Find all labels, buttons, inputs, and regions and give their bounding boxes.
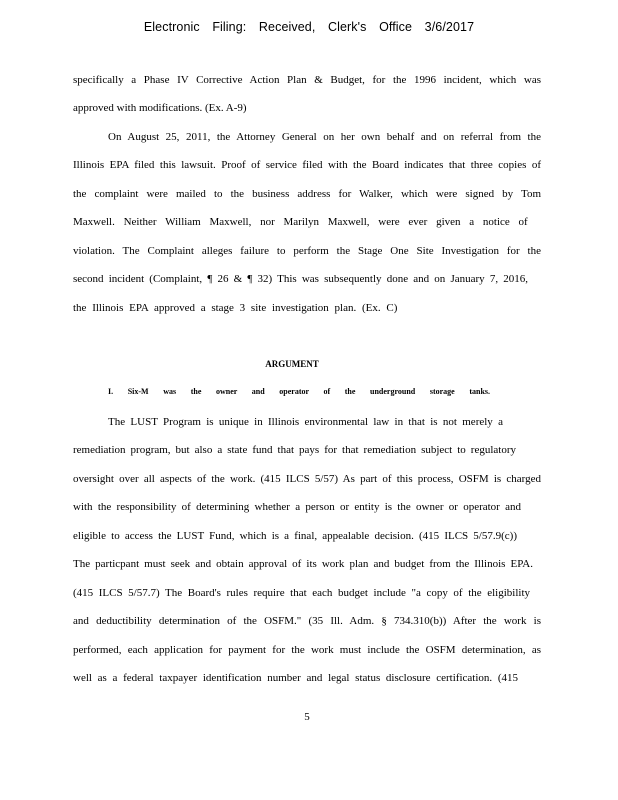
body-line: and deductibility determination of the OSFM." (35 Ill. Adm. § 734.310(b)) After the work is: [73, 615, 541, 627]
body-line: the complaint were mailed to the business address for Walker, which were signed by Tom: [73, 188, 541, 200]
body-line: (415 ILCS 5/57.7) The Board's rules require that each budget include "a copy of the eligibility: [73, 587, 530, 599]
body-line: remediation program, but also a state fund that pays for that remediation subject to regulatory: [73, 444, 516, 456]
body-line: specifically a Phase IV Corrective Action Plan & Budget, for the 1996 incident, which was: [73, 74, 541, 86]
body-line: violation. The Complaint alleges failure to perform the Stage One Site Investigation for the: [73, 245, 541, 257]
body-line: Illinois EPA filed this lawsuit. Proof of service filed with the Board indicates that three copies of: [73, 159, 541, 171]
body-line: The particpant must seek and obtain approval of its work plan and budget from the Illinois EPA.: [73, 558, 533, 570]
body-line: eligible to access the LUST Fund, which is a final, appealable decision. (415 ILCS 5/57.9(c)): [73, 530, 517, 542]
body-line: well as a federal taxpayer identification number and legal status disclosure certification. (415: [73, 672, 518, 684]
body-line: On August 25, 2011, the Attorney General on her own behalf and on referral from the: [108, 131, 541, 143]
body-line: approved with modifications. (Ex. A-9): [73, 102, 247, 114]
filing-header: Electronic Filing: Received, Clerk's Office 3/6/2017: [143, 20, 475, 34]
body-line: Maxwell. Neither William Maxwell, nor Marilyn Maxwell, were ever given a notice of: [73, 216, 528, 228]
section-heading: ARGUMENT: [265, 359, 319, 369]
page-number: 5: [304, 711, 310, 723]
body-line: second incident (Complaint, ¶ 26 & ¶ 32) This was subsequently done and on January 7, 2016,: [73, 273, 528, 285]
body-line: The LUST Program is unique in Illinois environmental law in that is not merely a: [108, 416, 503, 428]
subsection-heading: I. Six-M was the owner and operator of the underground storage tanks.: [108, 387, 490, 396]
body-line: with the responsibility of determining whether a person or entity is the owner or operator and: [73, 501, 521, 513]
body-line: oversight over all aspects of the work. (415 ILCS 5/57) As part of this process, OSFM is charged: [73, 473, 541, 485]
body-line: the Illinois EPA approved a stage 3 site investigation plan. (Ex. C): [73, 302, 398, 314]
body-line: performed, each application for payment for the work must include the OSFM determination, as: [73, 644, 541, 656]
